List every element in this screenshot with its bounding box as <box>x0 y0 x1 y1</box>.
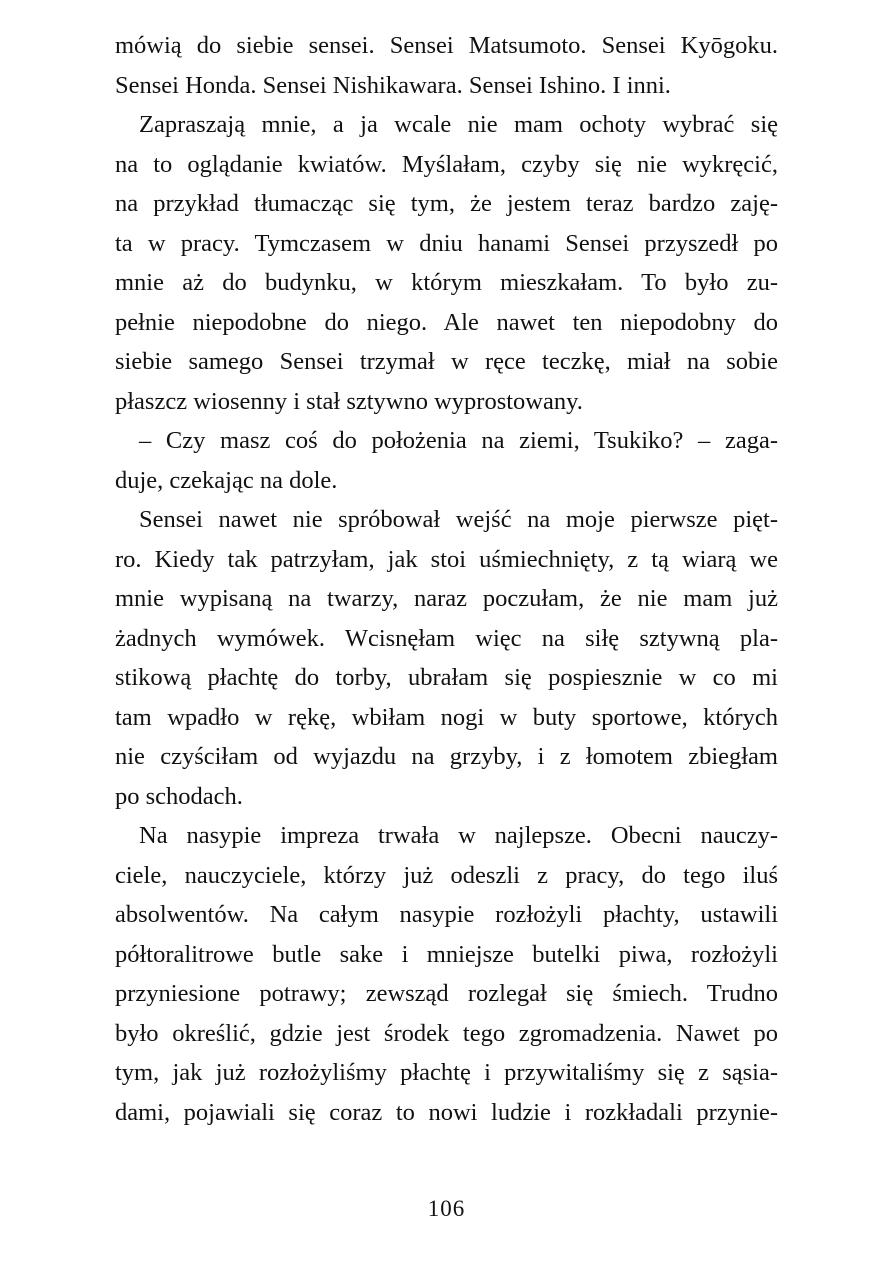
text-line: ta w pracy. Tymczasem w dniu hanami Sensei przyszedł po <box>115 229 778 257</box>
text-line: dami, pojawiali się coraz to nowi ludzie i rozkładali przynie- <box>115 1098 778 1126</box>
text-line: ro. Kiedy tak patrzyłam, jak stoi uśmiechnięty, z tą wiarą we <box>115 545 778 573</box>
text-line: żadnych wymówek. Wcisnęłam więc na siłę sztywną pla- <box>115 624 778 652</box>
text-line: tym, jak już rozłożyliśmy płachtę i przywitaliśmy się z sąsia- <box>115 1059 778 1086</box>
text-line: Sensei nawet nie spróbował wejść na moje pierwsze pięt- <box>139 506 778 533</box>
text-line: pełnie niepodobne do niego. Ale nawet ten niepodobny do <box>115 308 778 336</box>
text-line: Sensei Honda. Sensei Nishikawara. Sensei Ishino. I inni. <box>115 71 671 99</box>
text-line: siebie samego Sensei trzymał w ręce teczkę, miał na sobie <box>115 348 778 375</box>
text-line: nie czyściłam od wyjazdu na grzyby, i z łomotem zbiegłam <box>115 743 778 770</box>
text-line: duje, czekając na dole. <box>115 466 338 494</box>
body-text <box>115 26 778 1132</box>
text-line: ciele, nauczyciele, którzy już odeszli z pracy, do tego iluś <box>115 861 778 889</box>
text-line: było określić, gdzie jest środek tego zgromadzenia. Nawet po <box>115 1019 778 1047</box>
text-line: półtoralitrowe butle sake i mniejsze butelki piwa, rozłożyli <box>115 940 778 968</box>
text-line: stikową płachtę do torby, ubrałam się pospiesznie w co mi <box>115 664 778 691</box>
text-line: – Czy masz coś do położenia na ziemi, Tsukiko? – zaga- <box>139 427 778 454</box>
text-line: mówią do siebie sensei. Sensei Matsumoto. Sensei Kyōgoku. <box>115 32 778 59</box>
text-line: na przykład tłumacząc się tym, że jestem teraz bardzo zaję- <box>115 190 778 217</box>
text-line: absolwentów. Na całym nasypie rozłożyli płachty, ustawili <box>115 901 778 928</box>
text-line: na to oglądanie kwiatów. Myślałam, czyby się nie wykręcić, <box>115 150 778 178</box>
text-line: Na nasypie impreza trwała w najlepsze. Obecni nauczy- <box>139 822 778 849</box>
text-line: przyniesione potrawy; zewsząd rozlegał się śmiech. Trudno <box>115 980 778 1007</box>
text-line: po schodach. <box>115 782 243 810</box>
text-line: płaszcz wiosenny i stał sztywno wyprostowany. <box>115 387 583 415</box>
text-line: Zapraszają mnie, a ja wcale nie mam ochoty wybrać się <box>139 111 778 138</box>
text-line: mnie aż do budynku, w którym mieszkałam. To było zu- <box>115 269 778 296</box>
text-line: tam wpadło w rękę, wbiłam nogi w buty sportowe, których <box>115 703 778 731</box>
text-line: mnie wypisaną na twarzy, naraz poczułam, że nie mam już <box>115 585 778 612</box>
page-number: 106 <box>427 1196 466 1221</box>
